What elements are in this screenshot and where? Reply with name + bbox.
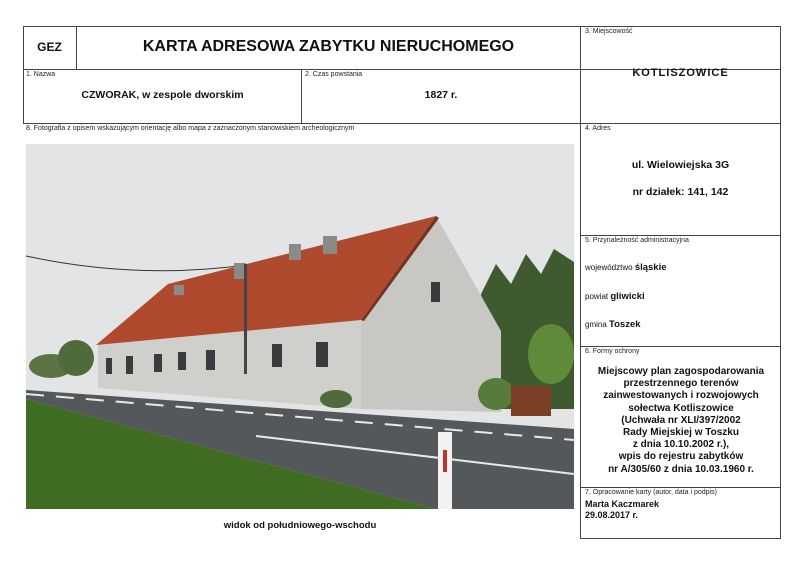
photo-caption: widok od południowego-wschodu [223, 520, 377, 531]
card-code: GEZ [37, 40, 62, 54]
powiat-prefix: powiat [585, 292, 609, 301]
formy-line: wpis do rejestru zabytków [618, 451, 744, 463]
fotografia-label: 8. Fotografia z opisem wskazującym orientację albo mapa z zaznaczonym stanowiskiem archeologicznym [26, 125, 355, 132]
formy-line: sołectwa Kotliszowice [628, 402, 734, 414]
czas-label: 2. Czas powstania [305, 71, 363, 78]
border-top [23, 26, 781, 27]
formy-line: Miejscowy plan zagospodarowania [597, 366, 765, 377]
nazwa-label: 1. Nazwa [26, 71, 56, 78]
formy-label: 6. Formy ochrony [585, 348, 640, 355]
wojewodztwo-value: śląskie [634, 262, 667, 273]
nazwa-value: CZWORAK, w zespole dworskim [81, 89, 244, 101]
formy-line: z dnia 10.10.2002 r.), [632, 439, 730, 451]
powiat-row [585, 291, 645, 302]
rule-bottom [580, 538, 781, 539]
rule-section7 [580, 487, 781, 488]
card-title: KARTA ADRESOWA ZABYTKU NIERUCHOMEGO [142, 38, 515, 55]
border-right [780, 26, 781, 539]
opracowanie-date: 29.08.2017 r. [585, 510, 639, 520]
przynaleznosc-label: 5. Przynależność administracyjna [585, 237, 689, 244]
rule-row2 [23, 123, 781, 124]
adres-street: ul. Wielowiejska 3G [631, 159, 730, 171]
powiat-value: gliwicki [610, 291, 645, 302]
gmina-value: Toszek [609, 319, 641, 330]
rule-section5 [580, 235, 781, 236]
building-photo [26, 144, 574, 509]
wojewodztwo-prefix: województwo [585, 263, 633, 272]
wojewodztwo-row [585, 262, 667, 273]
formy-line: przestrzennego terenów [623, 378, 739, 390]
formy-line: zainwestowanych i rozwojowych [603, 390, 759, 402]
opracowanie-label: 7. Opracowanie karty (autor, data i podpis) [585, 489, 717, 496]
opracowanie-author: Marta Kaczmarek [585, 499, 660, 509]
formy-ochrony-text [584, 366, 778, 476]
gmina-prefix: gmina [585, 320, 607, 329]
adres-plots: nr działek: 141, 142 [632, 186, 729, 198]
rule-section6 [580, 346, 781, 347]
rule-right-column [580, 26, 581, 539]
formy-line: nr A/305/60 z dnia 10.03.1960 r. [608, 463, 754, 475]
miejscowosc-label: 3. Miejscowość [585, 28, 633, 35]
czas-value: 1827 r. [424, 89, 458, 101]
miejscowosc-value: KOTLISZOWICE [632, 67, 729, 79]
formy-line: Rady Miejskiej w Toszku [623, 427, 739, 439]
formy-line: (Uchwała nr XLI/397/2002 [621, 414, 741, 426]
gmina-row [585, 319, 641, 330]
adres-label: 4. Adres [585, 125, 611, 132]
